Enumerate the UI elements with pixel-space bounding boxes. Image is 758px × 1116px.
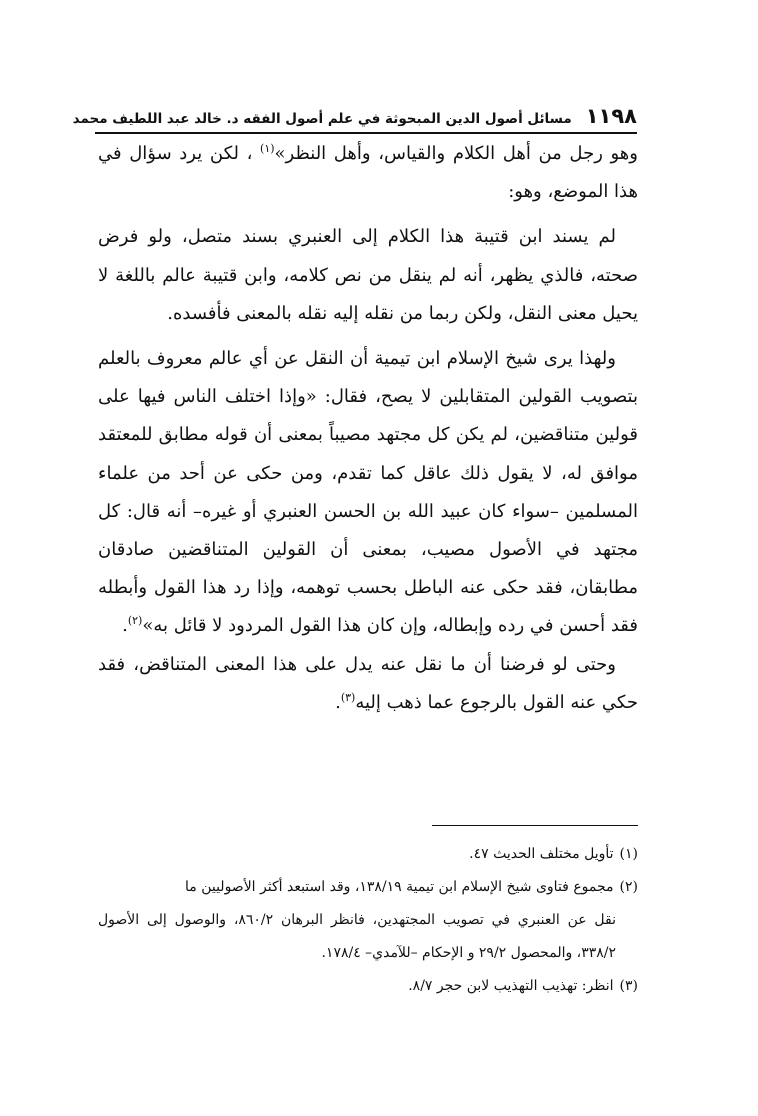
paragraph-2: لم يسند ابن قتيبة هذا الكلام إلى العنبري بسند متصل، ولو فرض صحته، فالذي يظهر، أنه لم ينقل من نص كلامه، وابن قتيبة عالم باللغة لا يحيل معنى النقل، ولكن ربما من نقله إليه نقله بالمعنى فأفسده. [98, 226, 638, 324]
paragraph-3 [98, 340, 638, 646]
footnote-2 [98, 871, 638, 904]
paragraph-4-text-b: . [335, 691, 341, 713]
footnote-3-text: انظر: تهذيب التهذيب لابن حجر ٨/٧. [408, 978, 614, 994]
footnote-1-number: (١) [619, 846, 638, 862]
main-text [98, 135, 638, 722]
footnote-2-number: (٢) [619, 879, 638, 895]
footnote-3-number: (٣) [619, 978, 638, 994]
paragraph-3-text-a: ولهذا يرى شيخ الإسلام ابن تيمية أن النقل عن أي عالم معروف بالعلم بتصويب القولين المتقابلين لا يصح، فقال: «وإذا اختلف الناس فيها على قولين متناقضين، لم يكن كل مجتهد مصيباً بمعنى أن قوله مطابق للمعتقد موافق له، لا يقول ذلك عاقل كما تقدم، ومن حكى عن أحد من علماء المسلمين –سواء كان عبيد الله بن الحسن العنبري أو غيره– أنه قال: كل مجتهد في الأصول مصيب، بمعنى أن القولين المتناقضين صادقان مطابقان، فقد حكى عنه الباطل بحسب توهمه، وإذا رد هذا القول وأبطله فقد أحسن في رده وإبطاله، وإن كان هذا القول المردود لا قائل به» [98, 348, 638, 637]
running-title: مسائل أصول الدين المبحوثة في علم أصول الفقه د. خالد عبد اللطيف محمد [72, 111, 572, 127]
page-header [72, 104, 637, 132]
paragraph-4 [98, 646, 638, 722]
header-divider [95, 132, 637, 134]
footnote-ref-1[interactable]: (١) [260, 142, 275, 155]
page-number: ١١٩٨ [585, 104, 637, 128]
footnote-1 [98, 838, 638, 871]
paragraph-1-text-b: ، لكن يرد سؤال في هذا الموضع، وهو: [98, 143, 638, 203]
paragraph-1-text-a: وهو رجل من أهل الكلام والقياس، وأهل النظر» [274, 143, 638, 164]
footnote-3 [98, 970, 638, 1003]
footnote-ref-2[interactable]: (٢) [127, 614, 143, 628]
paragraph-4-text-a: وحتى لو فرضنا أن ما نقل عنه يدل على هذا المعنى المتناقض، فقد حكي عنه القول بالرجوع عما ذهب إليه [98, 653, 638, 713]
paragraph-1 [98, 135, 638, 211]
footnote-ref-3[interactable]: (٣) [340, 690, 356, 704]
paragraph-3-text-b: . [122, 615, 128, 637]
footnote-1-text: تأويل مختلف الحديث ٤٧. [469, 846, 614, 862]
footnote-2-line-1: مجموع فتاوى شيخ الإسلام ابن تيمية ١٣٨/١٩، وقد استبعد أكثر الأصوليين ما [184, 879, 614, 895]
footnote-divider [432, 825, 638, 826]
footnotes [98, 838, 638, 1003]
footnote-2-continued: نقل عن العنبري في تصويب المجتهدين، فانظر البرهان ٨٦٠/٢، والوصول إلى الأصول ٣٣٨/٢، والمحصول ٢٩/٢ و الإحكام –للآمدي– ١٧٨/٤. [98, 912, 616, 961]
